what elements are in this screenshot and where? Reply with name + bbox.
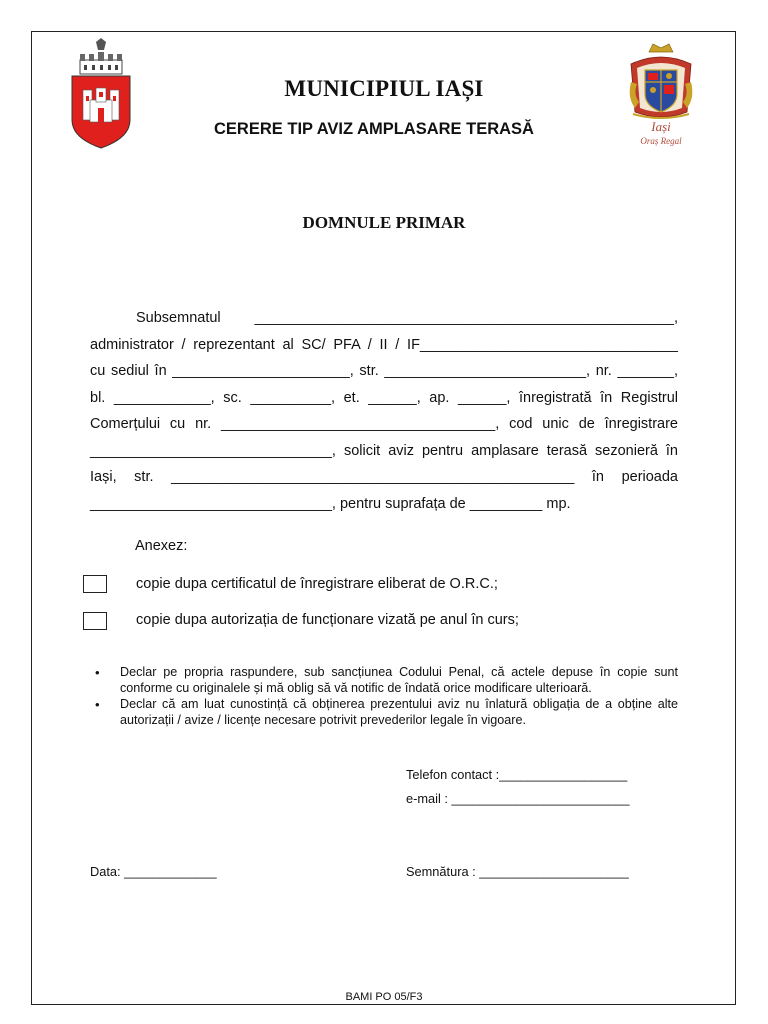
body-line-name[interactable]: Subsemnatul ____________________________________________________, [136, 310, 678, 326]
phone-field[interactable]: Telefon contact :__________________ [406, 767, 628, 782]
page-border [31, 31, 736, 1005]
declaration-item [95, 665, 678, 696]
body-line-registry[interactable]: Comerțului cu nr. __________________________________, cod unic de înregistrare [90, 416, 678, 432]
declarations-list [95, 665, 678, 729]
annex-checkbox-authorization[interactable] [83, 612, 107, 630]
bullet-icon: • [95, 697, 100, 712]
email-field[interactable]: e-mail : _________________________ [406, 791, 630, 806]
body-line-period[interactable]: ______________________________, pentru suprafața de _________ mp. [90, 495, 571, 512]
form-title: CERERE TIP AVIZ AMPLASARE TERASĂ [214, 120, 534, 138]
declaration-text: Declar că am luat cunostință că obținerea prezentului aviz nu înlatură obligația de a obține alte autorizații / avize / licențe necesare potrivit prevederilor legale în vigoare. [120, 697, 678, 727]
annex-item-orc: copie dupa certificatul de înregistrare eliberat de O.R.C.; [136, 576, 498, 592]
municipality-title: MUNICIPIUL IAȘI [284, 76, 484, 101]
date-field[interactable]: Data: _____________ [90, 864, 217, 879]
annex-label: Anexez: [135, 538, 188, 554]
declaration-item [95, 697, 678, 728]
body-line-address[interactable]: cu sediul în ______________________, str. _________________________, nr. _______, [90, 363, 678, 379]
logo-text-oras-regal: Oraș Regal [640, 136, 682, 146]
body-line-street[interactable]: Iași, str. __________________________________________________ în perioada [90, 469, 678, 485]
signature-field[interactable]: Semnătura : _____________________ [406, 864, 629, 879]
form-code: BAMI PO 05/F3 [345, 991, 423, 1003]
body-line-building[interactable]: bl. ____________, sc. __________, et. ______, ap. ______, înregistrată în Registrul [90, 389, 678, 406]
annex-item-authorization: copie dupa autorizația de funcționare vizată pe anul în curs; [136, 612, 519, 628]
salutation: DOMNULE PRIMAR [302, 213, 466, 232]
request-body [90, 305, 678, 517]
logo-text-iasi: Iași [651, 119, 671, 134]
declaration-text: Declar pe propria raspundere, sub sancțiunea Codului Penal, că actele depuse în copie sunt conforme cu originalele și mă oblig să vă notific de îndată orice modificare ulterioară. [120, 665, 678, 695]
body-line-cui[interactable]: ______________________________, solicit aviz pentru amplasare terasă sezonieră în [90, 442, 678, 459]
bullet-icon: • [95, 665, 100, 680]
body-line-company[interactable]: administrator / reprezentant al SC/ PFA / II / IF________________________________ [90, 336, 678, 353]
annex-checkbox-orc[interactable] [83, 575, 107, 593]
